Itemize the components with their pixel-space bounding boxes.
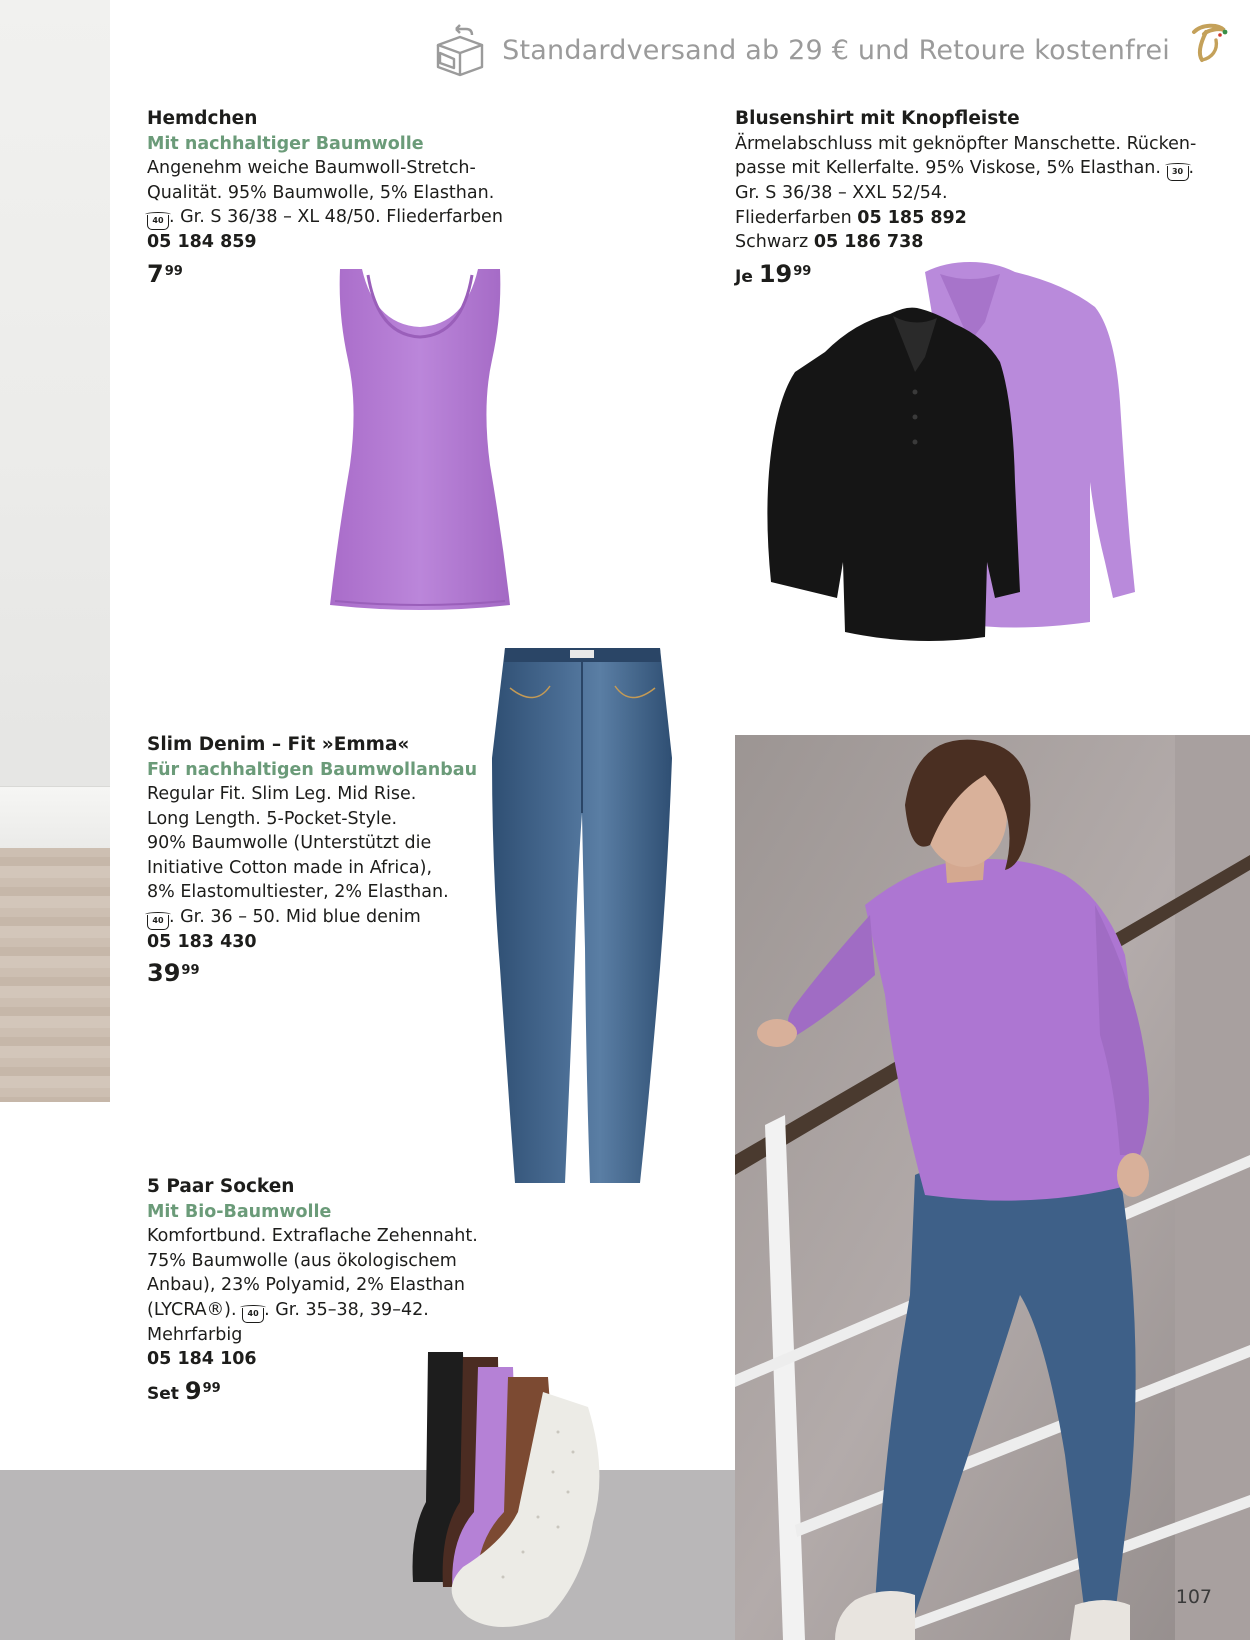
product-desc: . Gr. 36 – 50. Mid blue denim: [169, 906, 421, 927]
product-sku: 05 184 859: [147, 232, 257, 252]
product-variant: [735, 230, 1205, 255]
price-cents: 99: [202, 1380, 221, 1396]
tchibo-logo-icon: [1188, 20, 1230, 64]
product-desc: 90% Baumwolle (Unterstützt die: [147, 833, 432, 853]
price-cents: 99: [164, 263, 183, 279]
product-jeans: [147, 733, 487, 987]
product-desc: Regular Fit. Slim Leg. Mid Rise.: [147, 784, 417, 804]
wash-40-icon: 40: [242, 1308, 264, 1323]
product-title: Slim Denim – Fit »Emma«: [147, 734, 410, 755]
product-desc: Long Length. 5-Pocket-Style.: [147, 808, 398, 829]
product-desc: Angenehm weiche Baumwoll-Stretch-: [147, 158, 476, 178]
product-subtitle: Für nachhaltigen Baumwollanbau: [147, 759, 478, 780]
product-desc-line: [147, 205, 527, 230]
variant-sku: 05 186 738: [813, 232, 924, 252]
variant-label: Fliederfarben: [735, 207, 852, 228]
product-title: Hemdchen: [147, 108, 258, 129]
product-variant: [735, 206, 1205, 231]
tank-top-image: [320, 265, 520, 615]
variant-label: Schwarz: [735, 232, 809, 252]
product-price: [147, 959, 487, 987]
product-desc-line: passe mit Kellerfalte. 95% Viskose, 5% Elasthan. 30 .: [735, 156, 1205, 181]
socks-image: [408, 1352, 618, 1632]
product-sku: 05 184 106: [147, 1349, 257, 1369]
price-main: 19: [758, 259, 793, 288]
product-desc: Qualität. 95% Baumwolle, 5% Elasthan.: [147, 182, 495, 203]
skirting-board: [0, 786, 110, 848]
wash-30-icon: 30: [1167, 166, 1189, 181]
product-desc: (LYCRA®).: [147, 1299, 237, 1320]
price-cents: 99: [181, 963, 200, 978]
product-desc: Mehrfarbig: [147, 1324, 243, 1345]
shipping-banner: [432, 20, 1170, 80]
product-desc: Ärmelabschluss mit geknöpfter Manschette. Rücken-: [735, 133, 1197, 154]
product-desc-line: [147, 1298, 487, 1323]
wash-40-icon: 40: [147, 215, 169, 230]
product-desc: Komfortbund. Extraflache Zehennaht.: [147, 1226, 478, 1246]
price-main: 39: [147, 959, 181, 987]
price-main: 9: [184, 1376, 202, 1405]
jeans-image: [490, 648, 675, 1188]
shipping-box-icon: [432, 23, 488, 77]
grey-floor-band: [0, 1470, 735, 1640]
product-desc: passe mit Kellerfalte. 95% Viskose, 5% Elasthan.: [735, 158, 1161, 178]
product-desc: Initiative Cotton made in Africa),: [147, 857, 433, 878]
wash-40-icon: 40: [147, 915, 169, 930]
product-desc: . Gr. S 36/38 – XL 48/50. Fliederfarben: [169, 207, 503, 227]
product-desc: . Gr. 35–38, 39–42.: [264, 1299, 429, 1320]
product-sku: 05 183 430: [147, 931, 257, 952]
price-prefix: Je: [735, 266, 753, 287]
price-main: 7: [147, 259, 164, 288]
product-subtitle: Mit Bio-Baumwolle: [147, 1201, 332, 1222]
product-desc: Gr. S 36/38 – XXL 52/54.: [735, 183, 948, 203]
product-desc: 75% Baumwolle (aus ökologischem: [147, 1250, 457, 1271]
page-number: 107: [1175, 1586, 1212, 1608]
product-hemdchen: [147, 107, 527, 288]
room-background-photo: [0, 0, 110, 1102]
model-photo: [735, 735, 1250, 1640]
product-title: Blusenshirt mit Knopfleiste: [735, 108, 1020, 129]
product-desc: Anbau), 23% Polyamid, 2% Elasthan: [147, 1275, 465, 1295]
wooden-floor: [0, 848, 110, 1102]
variant-sku: 05 185 892: [857, 207, 967, 228]
price-prefix: Set: [147, 1383, 179, 1404]
blouses-image: [765, 262, 1175, 682]
price-cents: 99: [793, 263, 812, 279]
shipping-text: Standardversand ab 29 € und Retoure kostenfrei: [502, 34, 1170, 66]
product-desc-line: [147, 905, 487, 930]
product-subtitle: Mit nachhaltiger Baumwolle: [147, 133, 424, 154]
product-title: 5 Paar Socken: [147, 1176, 295, 1197]
product-desc: 8% Elastomultiester, 2% Elasthan.: [147, 882, 449, 902]
